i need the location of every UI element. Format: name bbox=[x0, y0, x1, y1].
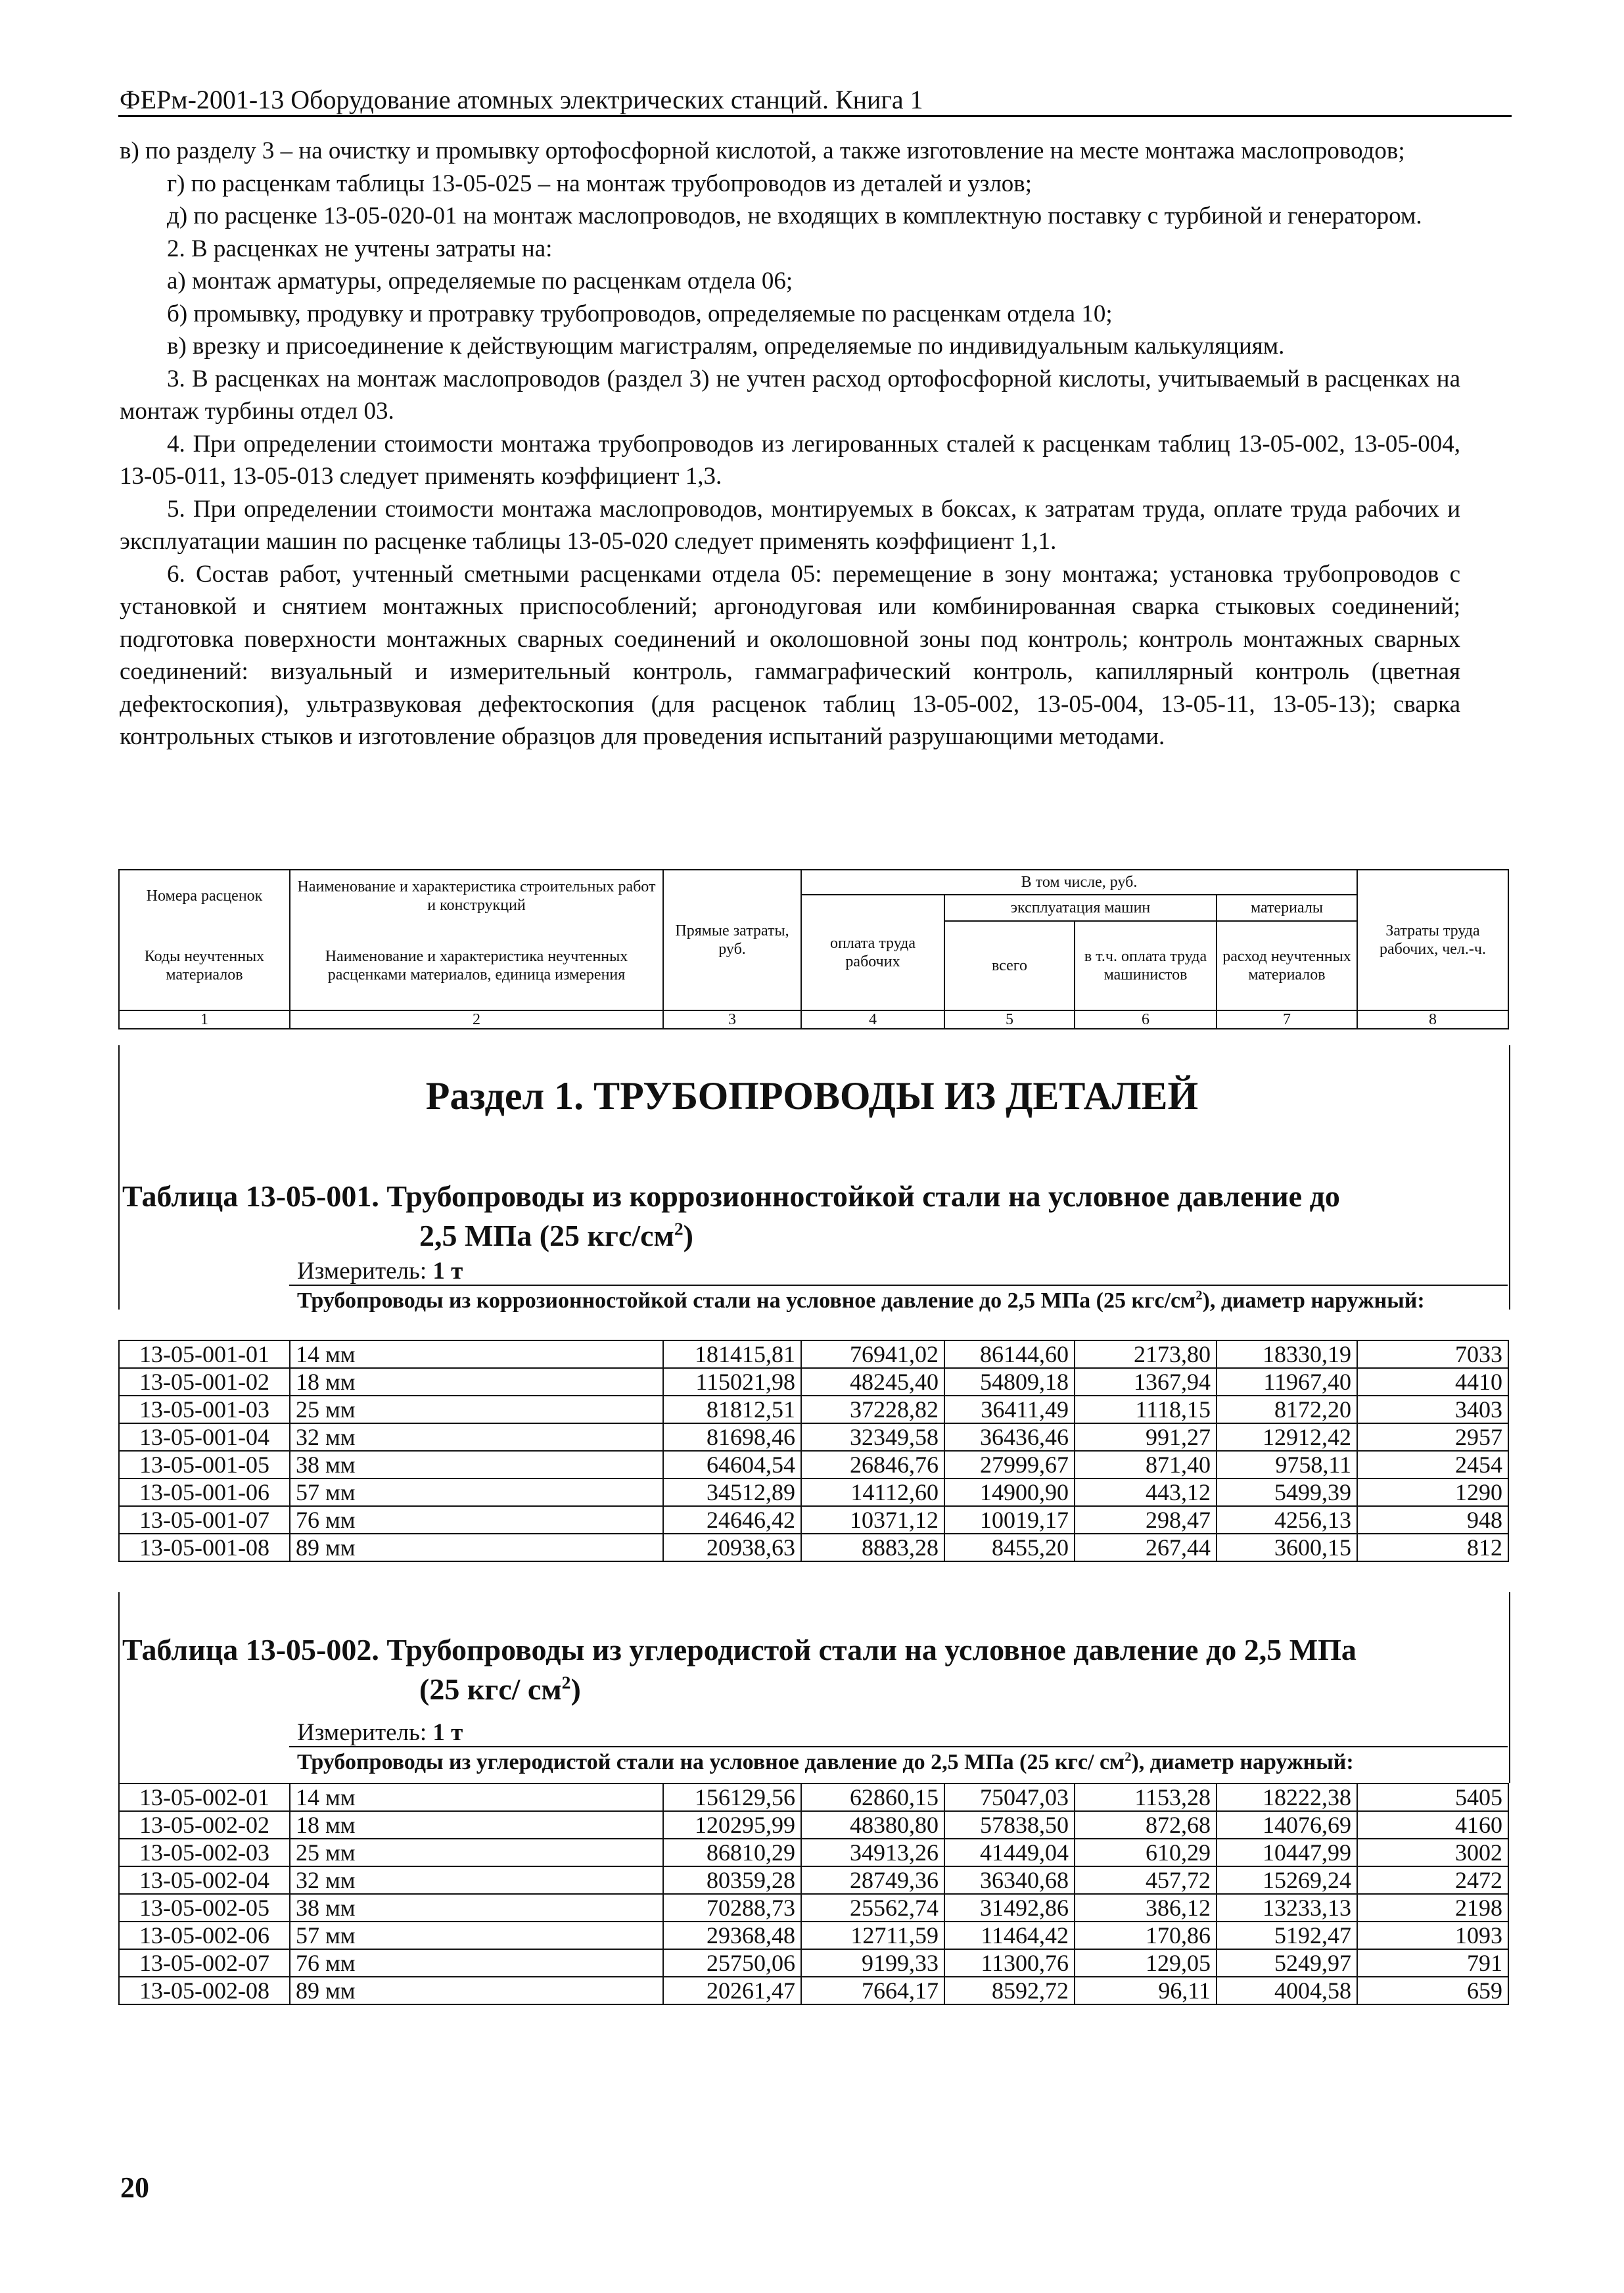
col-number: 1 bbox=[119, 1010, 290, 1029]
page-number: 20 bbox=[120, 2171, 149, 2204]
value-cell: 20261,47 bbox=[663, 1977, 801, 2004]
diameter-cell: 89 мм bbox=[290, 1977, 663, 2004]
value-cell: 8455,20 bbox=[944, 1534, 1075, 1561]
table-row bbox=[119, 1784, 1508, 1811]
paragraph: 2. В расценках не учтены затраты на: bbox=[167, 235, 553, 262]
value-cell: 120295,99 bbox=[663, 1811, 801, 1839]
value-cell: 29368,48 bbox=[663, 1922, 801, 1949]
value-cell: 18222,38 bbox=[1217, 1784, 1357, 1811]
value-cell: 4410 bbox=[1357, 1368, 1508, 1396]
value-cell: 3002 bbox=[1357, 1839, 1508, 1866]
value-cell: 9199,33 bbox=[801, 1949, 944, 1977]
rate-code-cell: 13-05-002-05 bbox=[119, 1894, 290, 1922]
rate-code-cell: 13-05-001-02 bbox=[119, 1368, 290, 1396]
value-cell: 5249,97 bbox=[1217, 1949, 1357, 1977]
value-cell: 34512,89 bbox=[663, 1478, 801, 1506]
value-cell: 8172,20 bbox=[1217, 1396, 1357, 1423]
paragraph: 3. В расценках на монтаж маслопроводов (раздел 3) не учтен расход ортофосфорной кислоты, учитываемый в расценках на монтаж турбины отдел 03. bbox=[120, 365, 1460, 425]
value-cell: 11464,42 bbox=[944, 1922, 1075, 1949]
rate-code-cell: 13-05-001-08 bbox=[119, 1534, 290, 1561]
paragraph: 6. Состав работ, учтенный сметными расценками отдела 05: перемещение в зону монтажа; установка трубопроводов с установкой и снятием монтажных приспособлений; аргонодуговая или комбинированная сварка стыковых соединений; подготовка поверхности монтажных сварных соединений и околошовной зоны под контроль; контроль монтажных сварных соединений: визуальный и измерительный контроль, гаммаграфический контроль, капиллярный контроль (цветная дефектоскопия), ультразвуковая дефектоскопия (для расценок таблиц 13-05-002, 13-05-004, 13-05-11, 13-05-13); сварка контрольных стыков и изготовление образцов для проведения испытаний разрушающими методами. bbox=[120, 560, 1460, 750]
col-number: 8 bbox=[1357, 1010, 1508, 1029]
value-cell: 41449,04 bbox=[944, 1839, 1075, 1866]
col-number: 3 bbox=[663, 1010, 801, 1029]
value-cell: 48245,40 bbox=[801, 1368, 944, 1396]
rate-code-cell: 13-05-001-01 bbox=[119, 1340, 290, 1368]
table-title: Таблица 13-05-001. Трубопроводы из коррозионностойкой стали на условное давление до 2,5 МПа (25 кгс/$см^2$) bbox=[122, 1179, 1340, 1252]
diameter-cell: 32 мм bbox=[290, 1866, 663, 1894]
paragraph: в) врезку и присоединение к действующим магистралям, определяемые по индивидуальным калькуляциям. bbox=[167, 333, 1285, 360]
value-cell: 14112,60 bbox=[801, 1478, 944, 1506]
diameter-cell: 89 мм bbox=[290, 1534, 663, 1561]
value-cell: 443,12 bbox=[1075, 1478, 1217, 1506]
value-cell: 64604,54 bbox=[663, 1451, 801, 1478]
table-row bbox=[119, 1423, 1508, 1451]
value-cell: 1153,28 bbox=[1075, 1784, 1217, 1811]
value-cell: 2454 bbox=[1357, 1451, 1508, 1478]
running-header: ФЕРм-2001-13 Оборудование атомных электрических станций. Книга 1 bbox=[120, 85, 923, 114]
rule bbox=[289, 1746, 1508, 1747]
diameter-cell: 18 мм bbox=[290, 1811, 663, 1839]
paragraph: д) по расценке 13-05-020-01 на монтаж маслопроводов, не входящих в комплектную поставку с турбиной и генератором. bbox=[167, 202, 1422, 229]
intro-text bbox=[120, 135, 1460, 753]
rate-code-cell: 13-05-001-03 bbox=[119, 1396, 290, 1423]
table-row bbox=[119, 1478, 1508, 1506]
value-cell: 129,05 bbox=[1075, 1949, 1217, 1977]
section-title: Раздел 1. ТРУБОПРОВОДЫ ИЗ ДЕТАЛЕЙ bbox=[425, 1074, 1199, 1118]
value-cell: 5405 bbox=[1357, 1784, 1508, 1811]
value-cell: 14900,90 bbox=[944, 1478, 1075, 1506]
value-cell: 457,72 bbox=[1075, 1866, 1217, 1894]
value-cell: 2198 bbox=[1357, 1894, 1508, 1922]
value-cell: 298,47 bbox=[1075, 1506, 1217, 1534]
value-cell: 57838,50 bbox=[944, 1811, 1075, 1839]
value-cell: 81698,46 bbox=[663, 1423, 801, 1451]
value-cell: 10019,17 bbox=[944, 1506, 1075, 1534]
value-cell: 14076,69 bbox=[1217, 1811, 1357, 1839]
value-cell: 96,11 bbox=[1075, 1977, 1217, 2004]
rate-code-cell: 13-05-001-06 bbox=[119, 1478, 290, 1506]
diameter-cell: 57 мм bbox=[290, 1478, 663, 1506]
rates-table bbox=[118, 1340, 1509, 1562]
value-cell: 36340,68 bbox=[944, 1866, 1075, 1894]
diameter-cell: 25 мм bbox=[290, 1396, 663, 1423]
value-cell: 2173,80 bbox=[1075, 1340, 1217, 1368]
rate-code-cell: 13-05-002-03 bbox=[119, 1839, 290, 1866]
value-cell: 10447,99 bbox=[1217, 1839, 1357, 1866]
value-cell: 5499,39 bbox=[1217, 1478, 1357, 1506]
value-cell: 7033 bbox=[1357, 1340, 1508, 1368]
value-cell: 115021,98 bbox=[663, 1368, 801, 1396]
value-cell: 4004,58 bbox=[1217, 1977, 1357, 2004]
col-number: 2 bbox=[290, 1010, 663, 1029]
diameter-cell: 57 мм bbox=[290, 1922, 663, 1949]
col-header-rate-number: Номера расценок bbox=[119, 870, 290, 921]
value-cell: 791 bbox=[1357, 1949, 1508, 1977]
rate-code-cell: 13-05-002-04 bbox=[119, 1866, 290, 1894]
value-cell: 20938,63 bbox=[663, 1534, 801, 1561]
value-cell: 75047,03 bbox=[944, 1784, 1075, 1811]
col-number: 7 bbox=[1217, 1010, 1357, 1029]
value-cell: 86810,29 bbox=[663, 1839, 801, 1866]
value-cell: 37228,82 bbox=[801, 1396, 944, 1423]
paragraph: г) по расценкам таблицы 13-05-025 – на монтаж трубопроводов из деталей и узлов; bbox=[167, 170, 1032, 197]
value-cell: 18330,19 bbox=[1217, 1340, 1357, 1368]
value-cell: 70288,73 bbox=[663, 1894, 801, 1922]
col-header-direct-costs: Прямые затраты, руб. bbox=[663, 870, 801, 1010]
diameter-cell: 18 мм bbox=[290, 1368, 663, 1396]
diameter-cell: 14 мм bbox=[290, 1340, 663, 1368]
table-row bbox=[119, 1811, 1508, 1839]
value-cell: 610,29 bbox=[1075, 1839, 1217, 1866]
unit-of-measure: Измеритель: 1 т bbox=[297, 1719, 463, 1746]
table-subheader: Трубопроводы из коррозионностойкой стали на условное давление до 2,5 МПа (25 кгс/$см^2$), диаметр наружный: bbox=[297, 1288, 1425, 1313]
value-cell: 25750,06 bbox=[663, 1949, 801, 1977]
value-cell: 81812,51 bbox=[663, 1396, 801, 1423]
value-cell: 5192,47 bbox=[1217, 1922, 1357, 1949]
col-header-labor-costs: Затраты труда рабочих, чел.-ч. bbox=[1357, 870, 1508, 1010]
col-header-work-name: Наименование и характеристика строительных работ и конструкций bbox=[290, 870, 663, 921]
value-cell: 3403 bbox=[1357, 1396, 1508, 1423]
value-cell: 26846,76 bbox=[801, 1451, 944, 1478]
col-header-group: В том числе, руб. bbox=[801, 870, 1357, 895]
value-cell: 8592,72 bbox=[944, 1977, 1075, 2004]
value-cell: 4256,13 bbox=[1217, 1506, 1357, 1534]
table-row bbox=[119, 1534, 1508, 1561]
value-cell: 76941,02 bbox=[801, 1340, 944, 1368]
rate-code-cell: 13-05-002-06 bbox=[119, 1922, 290, 1949]
col-number: 5 bbox=[944, 1010, 1075, 1029]
value-cell: 872,68 bbox=[1075, 1811, 1217, 1839]
paragraph: в) по разделу 3 – на очистку и промывку ортофосфорной кислотой, а также изготовление на месте монтажа маслопроводов; bbox=[120, 137, 1405, 164]
rate-code-cell: 13-05-001-04 bbox=[119, 1423, 290, 1451]
paragraph: 4. При определении стоимости монтажа трубопроводов из легированных сталей к расценкам таблиц 13-05-002, 13-05-004, 13-05-011, 13-05-013 следует применять коэффициент 1,3. bbox=[120, 430, 1460, 490]
value-cell: 948 bbox=[1357, 1506, 1508, 1534]
table-subheader: Трубопроводы из углеродистой стали на условное давление до 2,5 МПа (25 кгс/ $см^2$), диаметр наружный: bbox=[297, 1749, 1354, 1774]
paragraph: а) монтаж арматуры, определяемые по расценкам отдела 06; bbox=[167, 268, 793, 295]
value-cell: 12711,59 bbox=[801, 1922, 944, 1949]
value-cell: 10371,12 bbox=[801, 1506, 944, 1534]
rate-code-cell: 13-05-002-02 bbox=[119, 1811, 290, 1839]
table-title: Таблица 13-05-002. Трубопроводы из углеродистой стали на условное давление до 2,5 МПа (25 кгс/ $см^2$) bbox=[122, 1633, 1357, 1706]
diameter-cell: 25 мм bbox=[290, 1839, 663, 1866]
value-cell: 86144,60 bbox=[944, 1340, 1075, 1368]
value-cell: 8883,28 bbox=[801, 1534, 944, 1561]
value-cell: 36411,49 bbox=[944, 1396, 1075, 1423]
value-cell: 31492,86 bbox=[944, 1894, 1075, 1922]
col-header-workers-pay: оплата труда рабочих bbox=[801, 895, 944, 1010]
diameter-cell: 76 мм bbox=[290, 1949, 663, 1977]
value-cell: 13233,13 bbox=[1217, 1894, 1357, 1922]
value-cell: 27999,67 bbox=[944, 1451, 1075, 1478]
value-cell: 62860,15 bbox=[801, 1784, 944, 1811]
value-cell: 28749,36 bbox=[801, 1866, 944, 1894]
value-cell: 1290 bbox=[1357, 1478, 1508, 1506]
table-row bbox=[119, 1368, 1508, 1396]
value-cell: 170,86 bbox=[1075, 1922, 1217, 1949]
table-row bbox=[119, 1977, 1508, 2004]
value-cell: 11300,76 bbox=[944, 1949, 1075, 1977]
value-cell: 34913,26 bbox=[801, 1839, 944, 1866]
col-header-materials: материалы bbox=[1217, 895, 1357, 921]
diameter-cell: 38 мм bbox=[290, 1894, 663, 1922]
table-row bbox=[119, 1396, 1508, 1423]
value-cell: 54809,18 bbox=[944, 1368, 1075, 1396]
column-header-table bbox=[118, 869, 1509, 1029]
col-header-material-names: Наименование и характеристика неучтенных расценками материалов, единица измерения bbox=[290, 921, 663, 1010]
table-row bbox=[119, 1340, 1508, 1368]
value-cell: 15269,24 bbox=[1217, 1866, 1357, 1894]
value-cell: 1093 bbox=[1357, 1922, 1508, 1949]
value-cell: 24646,42 bbox=[663, 1506, 801, 1534]
value-cell: 32349,58 bbox=[801, 1423, 944, 1451]
table-row bbox=[119, 1866, 1508, 1894]
value-cell: 659 bbox=[1357, 1977, 1508, 2004]
rate-code-cell: 13-05-001-05 bbox=[119, 1451, 290, 1478]
value-cell: 2472 bbox=[1357, 1866, 1508, 1894]
col-number: 6 bbox=[1075, 1010, 1217, 1029]
value-cell: 181415,81 bbox=[663, 1340, 801, 1368]
rate-code-cell: 13-05-001-07 bbox=[119, 1506, 290, 1534]
value-cell: 267,44 bbox=[1075, 1534, 1217, 1561]
header-rule bbox=[118, 115, 1512, 117]
value-cell: 386,12 bbox=[1075, 1894, 1217, 1922]
rate-code-cell: 13-05-002-07 bbox=[119, 1949, 290, 1977]
value-cell: 156129,56 bbox=[663, 1784, 801, 1811]
diameter-cell: 14 мм bbox=[290, 1784, 663, 1811]
diameter-cell: 38 мм bbox=[290, 1451, 663, 1478]
value-cell: 80359,28 bbox=[663, 1866, 801, 1894]
rule bbox=[289, 1285, 1508, 1286]
rates-table bbox=[118, 1783, 1509, 2005]
value-cell: 1118,15 bbox=[1075, 1396, 1217, 1423]
diameter-cell: 76 мм bbox=[290, 1506, 663, 1534]
col-header-machines-total: всего bbox=[944, 921, 1075, 1010]
value-cell: 36436,46 bbox=[944, 1423, 1075, 1451]
value-cell: 3600,15 bbox=[1217, 1534, 1357, 1561]
value-cell: 2957 bbox=[1357, 1423, 1508, 1451]
table-row bbox=[119, 1922, 1508, 1949]
value-cell: 7664,17 bbox=[801, 1977, 944, 2004]
rate-code-cell: 13-05-002-08 bbox=[119, 1977, 290, 2004]
value-cell: 48380,80 bbox=[801, 1811, 944, 1839]
col-number: 4 bbox=[801, 1010, 944, 1029]
col-header-machinists-pay: в т.ч. оплата труда машинистов bbox=[1075, 921, 1217, 1010]
value-cell: 11967,40 bbox=[1217, 1368, 1357, 1396]
rate-code-cell: 13-05-002-01 bbox=[119, 1784, 290, 1811]
value-cell: 812 bbox=[1357, 1534, 1508, 1561]
table-row bbox=[119, 1506, 1508, 1534]
table-row bbox=[119, 1949, 1508, 1977]
value-cell: 4160 bbox=[1357, 1811, 1508, 1839]
value-cell: 12912,42 bbox=[1217, 1423, 1357, 1451]
table-row bbox=[119, 1894, 1508, 1922]
col-header-materials-usage: расход неучтенных материалов bbox=[1217, 921, 1357, 1010]
paragraph: б) промывку, продувку и протравку трубопроводов, определяемые по расценкам отдела 10; bbox=[167, 300, 1113, 327]
value-cell: 991,27 bbox=[1075, 1423, 1217, 1451]
value-cell: 9758,11 bbox=[1217, 1451, 1357, 1478]
value-cell: 1367,94 bbox=[1075, 1368, 1217, 1396]
paragraph: 5. При определении стоимости монтажа маслопроводов, монтируемых в боксах, к затратам труда, оплате труда рабочих и эксплуатации машин по расценке таблицы 13-05-020 следует применять коэффициент 1,1. bbox=[120, 495, 1460, 555]
unit-of-measure: Измеритель: 1 т bbox=[297, 1258, 463, 1285]
value-cell: 871,40 bbox=[1075, 1451, 1217, 1478]
col-header-machines: эксплуатация машин bbox=[944, 895, 1217, 921]
table-row bbox=[119, 1451, 1508, 1478]
value-cell: 25562,74 bbox=[801, 1894, 944, 1922]
diameter-cell: 32 мм bbox=[290, 1423, 663, 1451]
table-row bbox=[119, 1839, 1508, 1866]
col-header-material-codes: Коды неучтенных материалов bbox=[119, 921, 290, 1010]
